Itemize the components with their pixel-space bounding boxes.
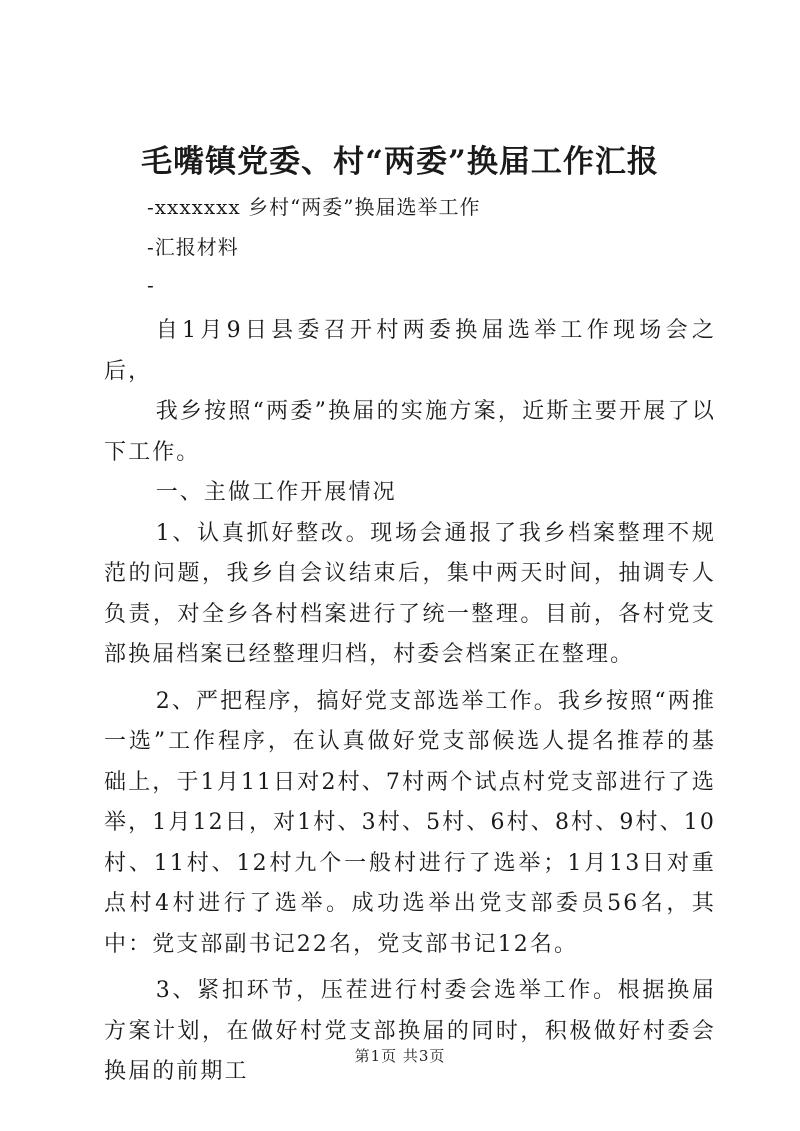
subtitle-line: -xxxxxxx 乡村“两委”换届选举工作 <box>147 195 481 219</box>
page-footer: 第1页 共3页 <box>354 1047 446 1065</box>
body-paragraph: 2、严把程序，搞好党支部选举工作。我乡按照“两推一选”工作程序，在认真做好党支部候选人提名推荐的基础上，于1月11日对2村、7村两个试点村党支部进行了选举，1月12日，对1村、3村、5村、6村、8村、9村、10村、11村、12村九个一般村进行了选举；1月13日对重点村4村进行了选举。成功选举出党支部委员56名，其中：党支部副书记22名，党支部书记12名。 <box>104 688 716 957</box>
document-title: 毛嘴镇党委、村“两委”换届工作汇报 <box>141 144 659 180</box>
document-body <box>104 311 716 1093</box>
body-paragraph: 自1月9日县委召开村两委换届选举工作现场会之后， <box>104 318 716 384</box>
subtitle-line: -汇报材料 <box>147 235 239 259</box>
subtitle-line: - <box>147 273 155 297</box>
body-paragraph: 我乡按照“两委”换届的实施方案，近斯主要开展了以下工作。 <box>104 399 716 465</box>
body-paragraph: 1、认真抓好整改。现场会通报了我乡档案整理不规范的问题，我乡自会议结束后，集中两天时间，抽调专人负责，对全乡各村档案进行了统一整理。目前，各村党支部换届档案已经整理归档，村委会档案正在整理。 <box>104 520 716 667</box>
section-heading: 一、主做工作开展情况 <box>155 480 397 505</box>
body-paragraph: 3、紧扣环节，压茬进行村委会选举工作。根据换届方案计划，在做好村党支部换届的同时，积极做好村委会换届的前期工 <box>104 978 716 1084</box>
